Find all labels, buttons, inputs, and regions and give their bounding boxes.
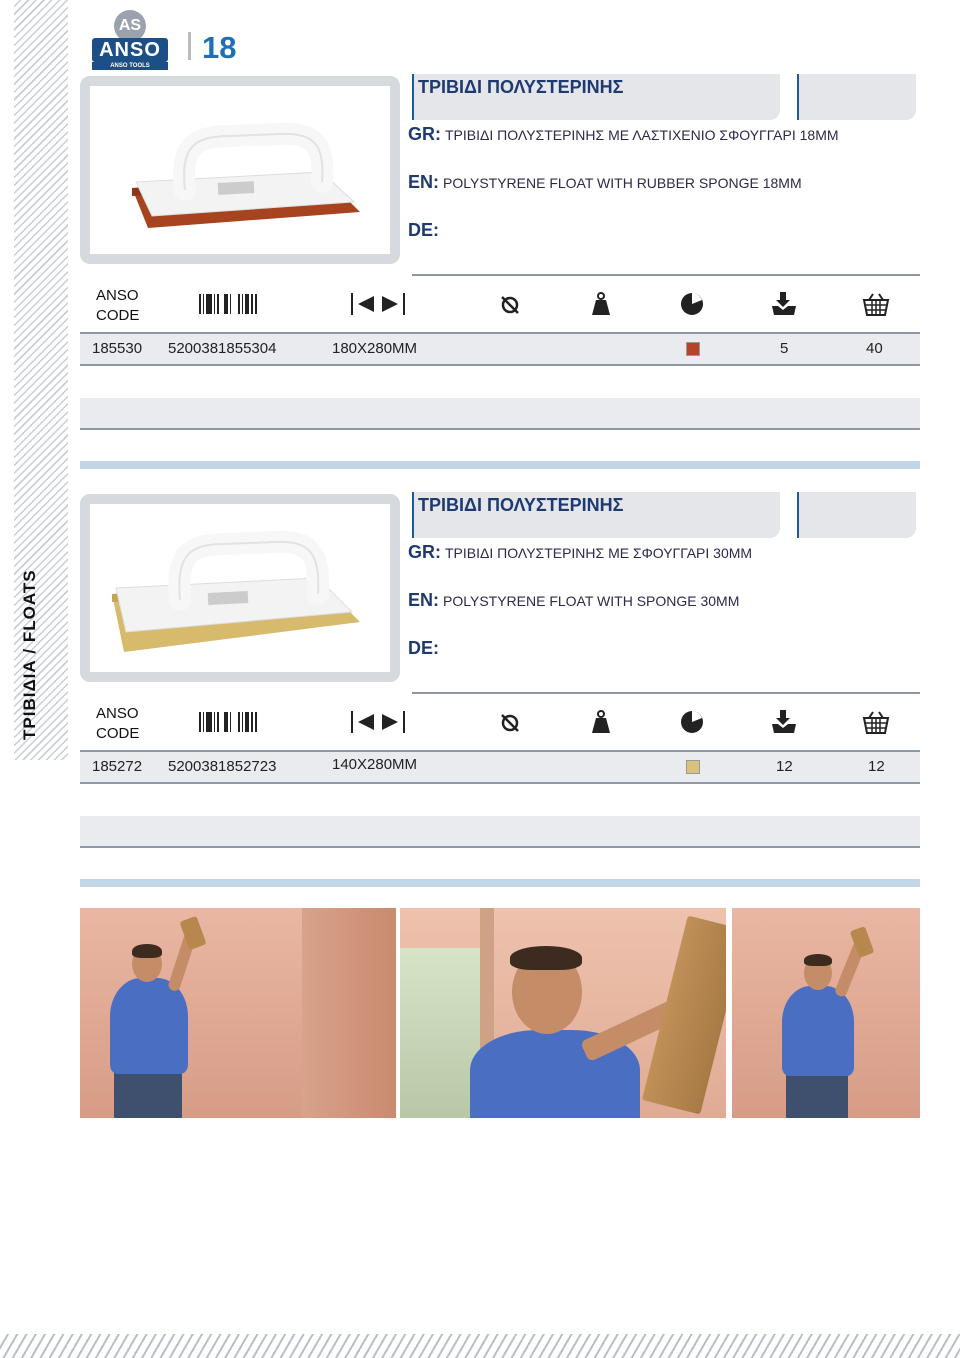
product-dimensions: 180X280MM (332, 340, 418, 357)
product-dimensions: 140X280MM (332, 756, 418, 773)
dimensions-icon (350, 710, 406, 734)
product-title-bar (412, 74, 780, 120)
description-en (408, 590, 739, 611)
person-shirt (110, 978, 188, 1074)
description-gr-text: ΤΡΙΒΙΔΙ ΠΟΛΥΣΤΕΡΙΝΗΣ ΜΕ ΣΦΟΥΓΓΑΡΙ 30ΜΜ (445, 545, 753, 561)
description-en-text: POLYSTYRENE FLOAT WITH RUBBER SPONGE 18MM (443, 175, 802, 191)
inner-pack-qty: 5 (780, 340, 789, 357)
section-band (80, 879, 920, 887)
table-header-icons (0, 710, 960, 736)
inner-pack-icon (770, 710, 798, 734)
section-divider (412, 692, 920, 694)
dimensions-icon (350, 292, 406, 316)
inner-pack-icon (770, 292, 798, 316)
product-barcode: 5200381855304 (168, 340, 277, 357)
person-legs (114, 1068, 182, 1118)
product-photo-frame (80, 76, 400, 264)
description-en (408, 172, 802, 193)
lang-code-de: DE: (408, 638, 439, 658)
product-title: ΤΡΙΒΙΔΙ ΠΟΛΥΣΤΕΡΙΝΗΣ (418, 77, 624, 97)
weight-icon (588, 292, 614, 316)
usage-photo-closeup (400, 908, 726, 1118)
product-code: 185272 (92, 758, 143, 775)
description-gr-text: ΤΡΙΒΙΔΙ ΠΟΛΥΣΤΕΡΙΝΗΣ ΜΕ ΛΑΣΤΙΧΕΝΙΟ ΣΦΟΥΓΓΑΡΙ 18ΜΜ (445, 127, 839, 143)
lang-code-gr: GR: (408, 124, 441, 144)
logo-brand: ANSO (92, 38, 168, 62)
product-title-bar (412, 492, 780, 538)
outer-pack-icon (862, 292, 890, 316)
table-header-anso: ANSO (96, 705, 139, 722)
logo-subtitle: ANSO TOOLS (92, 62, 168, 70)
window-view (400, 948, 480, 1118)
person-shirt (782, 986, 854, 1076)
anso-logo (92, 10, 168, 70)
lang-code-en: EN: (408, 172, 439, 192)
product-photo (90, 86, 390, 254)
person-hair (510, 946, 582, 970)
section-band (80, 461, 920, 469)
diameter-icon (498, 710, 522, 734)
table-header-code-label: CODE (96, 725, 140, 742)
color-swatch (686, 342, 700, 356)
person-hair (132, 944, 162, 958)
lang-code-de: DE: (408, 220, 439, 240)
float-red-sponge-image (90, 86, 390, 254)
product-barcode: 5200381852723 (168, 758, 277, 775)
person-hair (804, 954, 832, 966)
usage-photo-wall-left (80, 908, 396, 1118)
outer-pack-qty: 40 (866, 340, 883, 357)
bottom-hatch-stripe (0, 1334, 960, 1358)
color-swatch (686, 760, 700, 774)
product-title-bar-right (797, 74, 916, 120)
page-number: 18 (202, 30, 237, 65)
table-row (80, 334, 920, 364)
page-number-divider (188, 32, 191, 60)
weight-icon (588, 710, 614, 734)
color-icon (680, 710, 704, 734)
logo-mark: AS (114, 10, 146, 42)
description-de (408, 220, 443, 241)
table-row (80, 752, 920, 782)
table-header-code-label: CODE (96, 307, 140, 324)
table-header-anso: ANSO (96, 287, 139, 304)
product-code: 185530 (92, 340, 143, 357)
side-category-label: ΤΡΙΒΙΔΙΑ / FLOATS (20, 569, 39, 740)
usage-photo-wall-right (732, 908, 920, 1118)
diameter-icon (498, 292, 522, 316)
float-yellow-sponge-image (90, 504, 390, 672)
barcode-icon (198, 710, 258, 734)
color-icon (680, 292, 704, 316)
outer-pack-qty: 12 (868, 758, 885, 775)
description-gr (408, 542, 752, 563)
description-gr (408, 124, 839, 145)
lang-code-en: EN: (408, 590, 439, 610)
product-photo (90, 504, 390, 672)
table-row-divider (80, 364, 920, 366)
section-divider (412, 274, 920, 276)
barcode-icon (198, 292, 258, 316)
description-en-text: POLYSTYRENE FLOAT WITH SPONGE 30MM (443, 593, 740, 609)
empty-table-row (80, 398, 920, 430)
empty-table-row (80, 816, 920, 848)
table-row-divider (80, 782, 920, 784)
product-title: ΤΡΙΒΙΔΙ ΠΟΛΥΣΤΕΡΙΝΗΣ (418, 495, 624, 515)
product-title-bar-right (797, 492, 916, 538)
table-header-icons (0, 292, 960, 318)
inner-pack-qty: 12 (776, 758, 793, 775)
product-photo-frame (80, 494, 400, 682)
description-de (408, 638, 443, 659)
wall-panel (302, 908, 396, 1118)
outer-pack-icon (862, 710, 890, 734)
lang-code-gr: GR: (408, 542, 441, 562)
